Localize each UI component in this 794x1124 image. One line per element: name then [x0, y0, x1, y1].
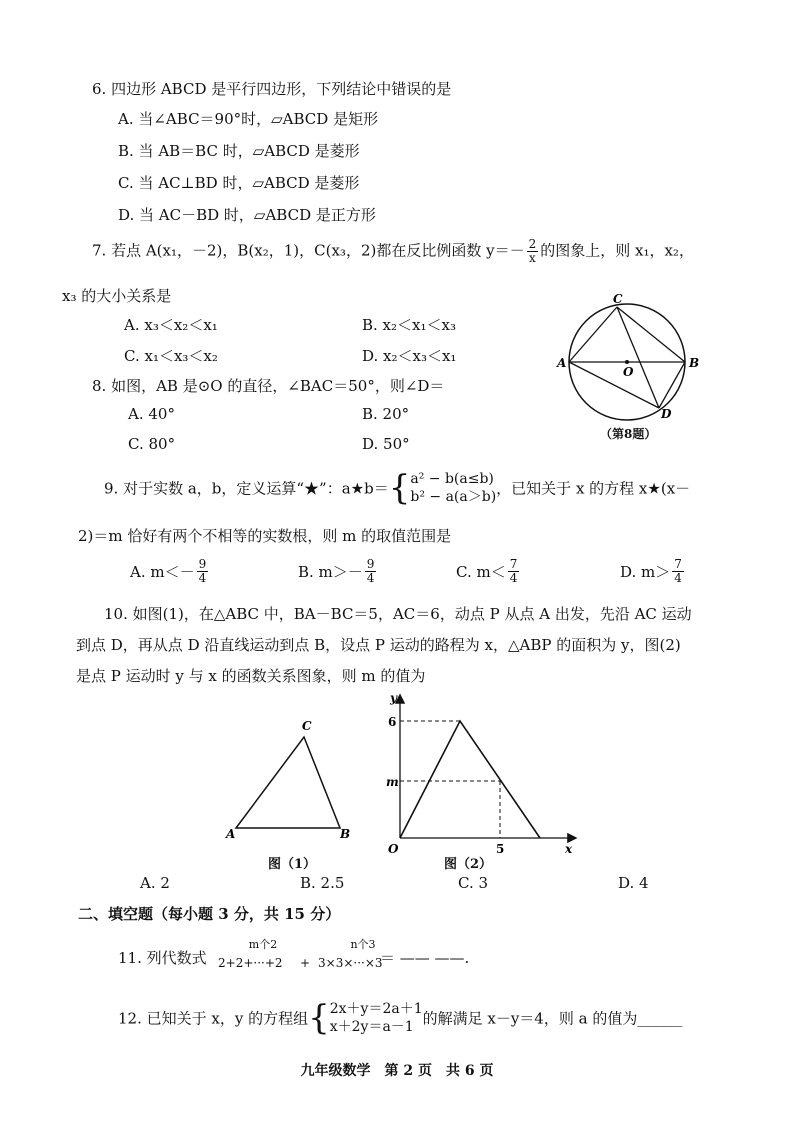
q8-option-d: D. 50°: [362, 435, 410, 453]
q12-brace: {: [308, 998, 330, 1038]
q11-expr2: 3×3×···×3: [318, 956, 383, 970]
q9-option-d: [620, 558, 686, 585]
q12-stem: [118, 1000, 682, 1036]
q7-option-b: B. x₂＜x₁＜x₃: [362, 316, 456, 334]
q9-option-c-text: C. m＜: [456, 563, 506, 581]
q9-option-a-frac: [197, 558, 209, 585]
q8-option-b: B. 20°: [362, 405, 410, 423]
label-o: O: [623, 365, 634, 379]
q9-cases: [410, 470, 496, 506]
q10-line1: 10. 如图(1)，在△ABC 中，BA－BC＝5，AC＝6，动点 P 从点 A 出发，先沿 AC 运动: [104, 605, 692, 623]
q6-option-a: A. 当∠ABC＝90°时，▱ABCD 是矩形: [118, 110, 379, 128]
chord-bd: [659, 362, 685, 408]
label-x: x: [565, 842, 573, 856]
label-5: 5: [496, 842, 505, 856]
q7-fraction-den: x: [529, 251, 536, 265]
q9-stem-part2: ，已知关于 x 的方程 x★(x－: [496, 479, 691, 498]
q9-option-b-text: B. m＞－: [298, 563, 363, 581]
label-b: B: [340, 827, 351, 841]
q7-option-a: A. x₃＜x₂＜x₁: [124, 316, 218, 334]
q10-line3: 是点 P 运动时 y 与 x 的函数关系图象，则 m 的值为: [76, 667, 426, 685]
triangle-abc: [236, 737, 340, 828]
q9-stem-part1: 9. 对于实数 a，b，定义运算“★”：a★b＝: [104, 479, 389, 498]
label-6: 6: [388, 715, 397, 729]
label-y: y: [390, 691, 397, 705]
q8-option-c: C. 80°: [128, 435, 176, 453]
q9-option-b-frac: [365, 558, 377, 585]
q10-figure2-graph: [380, 688, 580, 856]
page-footer: 九年级数学 第 2 页 共 6 页: [300, 1063, 494, 1079]
q8-stem: 8. 如图，AB 是⊙O 的直径，∠BAC＝50°，则∠D＝: [92, 377, 445, 395]
q9-option-d-text: D. m＞: [620, 563, 671, 581]
q10-figure1-caption: 图（1）: [268, 857, 317, 872]
q7-option-c: C. x₁＜x₃＜x₂: [124, 347, 218, 365]
label-c: C: [302, 719, 312, 733]
q9-stem: [104, 470, 690, 506]
label-m: m: [386, 775, 399, 789]
q9-case1: a² − b(a≤b): [410, 471, 494, 487]
q12-eq1: 2x＋y＝2a＋1: [329, 1001, 423, 1017]
q12-cases: [330, 1000, 423, 1036]
chord-ad: [569, 362, 659, 408]
q11-stem: 11. 列代数式: [118, 949, 207, 967]
q11-over1: m个2: [248, 938, 278, 951]
q8-option-a: A. 40°: [128, 405, 175, 423]
q12-stem-part1: 12. 已知关于 x，y 的方程组: [118, 1009, 309, 1028]
q9-option-d-frac: [672, 558, 684, 585]
q7-stem-part2: 的图象上，则 x₁，x₂，: [540, 241, 694, 260]
frac-den: 4: [198, 571, 207, 585]
q12-stem-part2: 的解满足 x－y＝4，则 a 的值为: [422, 1009, 638, 1028]
q12-eq2: x＋2y＝a－1: [329, 1019, 414, 1035]
q6-stem: 6. 四边形 ABCD 是平行四边形，下列结论中错误的是: [92, 80, 452, 98]
q6-option-b: B. 当 AB＝BC 时，▱ABCD 是菱形: [118, 142, 360, 160]
frac-num: 7: [674, 557, 682, 571]
q6-option-d: D. 当 AC－BD 时，▱ABCD 是正方形: [118, 206, 376, 224]
q10-option-a: A. 2: [140, 874, 170, 892]
q9-option-a-text: A. m＜－: [130, 563, 195, 581]
frac-den: 4: [366, 571, 375, 585]
q10-option-b: B. 2.5: [300, 874, 345, 892]
label-c: C: [613, 292, 623, 306]
q11-tail: ＝ —— ——.: [380, 949, 470, 967]
q7-stem: [92, 238, 694, 265]
function-graph: [400, 721, 540, 838]
center-point: [625, 360, 629, 364]
q11-plus: +: [300, 956, 311, 970]
q8-figure-caption: （第8题）: [600, 427, 657, 441]
frac-num: 9: [198, 557, 207, 571]
q9-brace: {: [388, 468, 411, 508]
label-a: A: [557, 356, 567, 370]
frac-num: 9: [366, 557, 375, 571]
q9-option-c-frac: [508, 558, 520, 585]
chord-cd: [617, 307, 659, 408]
q7-stem-part1: 7. 若点 A(x₁，－2)，B(x₂，1)，C(x₃，2)都在反比例函数 y＝－: [92, 241, 525, 260]
q12-blank: ______: [637, 1009, 683, 1027]
q7-stem-cont: x₃ 的大小关系是: [62, 287, 172, 305]
q10-figure1-triangle: [222, 712, 362, 842]
q7-option-d: D. x₂＜x₃＜x₁: [362, 347, 457, 365]
q9-option-c: [456, 558, 521, 585]
q6-option-c: C. 当 AC⊥BD 时，▱ABCD 是菱形: [118, 174, 360, 192]
q10-figure2-caption: 图（2）: [444, 857, 493, 872]
label-a: A: [226, 827, 236, 841]
frac-den: 4: [509, 571, 518, 585]
q10-option-d: D. 4: [618, 874, 649, 892]
q9-stem-cont: 2)＝m 恰好有两个不相等的实数根，则 m 的取值范围是: [78, 527, 452, 545]
q7-fraction-num: 2: [528, 237, 537, 251]
q10-option-c: C. 3: [458, 874, 489, 892]
frac-num: 7: [509, 557, 518, 571]
chord-cb: [617, 307, 685, 362]
label-o: O: [388, 842, 399, 856]
q9-option-b: [298, 558, 378, 585]
label-b: B: [689, 356, 700, 370]
q9-case2: b² − a(a＞b): [410, 489, 497, 505]
q7-fraction: [527, 238, 539, 265]
section-heading: 二、填空题（每小题 3 分，共 15 分）: [78, 905, 341, 923]
q10-line2: 到点 D，再从点 D 沿直线运动到点 B，设点 P 运动的路程为 x，△ABP 的面积为 y，图(2): [76, 636, 681, 654]
frac-den: 4: [674, 571, 682, 585]
q11-over2: n个3: [350, 938, 376, 951]
label-d: D: [661, 407, 672, 421]
q9-option-a: [130, 558, 210, 585]
q11-expr1: 2+2+···+2: [218, 956, 283, 970]
